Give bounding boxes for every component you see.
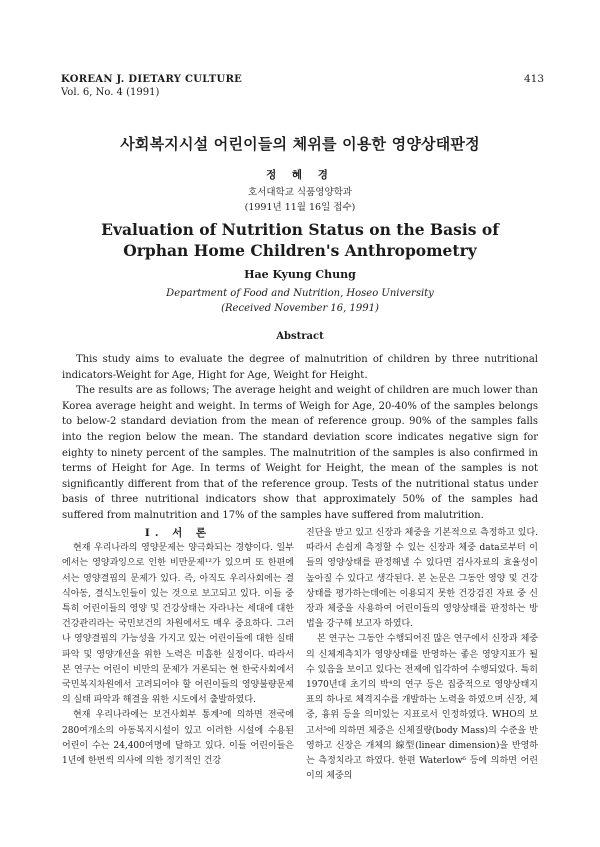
department: Department of Food and Nutrition, Hoseo University — [166, 288, 434, 299]
journal-volume: Vol. 6, No. 4 (1991) — [61, 87, 160, 98]
body-paragraph: 현재 우리나라에는 보건사회부 통계³에 의하면 전국에 280여개소의 아동복지시설이 있고 이러한 시설에 수용된 어린이 수는 24,400여명에 달하고 있다. 이들 어린이들은 1년에 한번씩 의사에 의한 정기적인 건강 — [62, 710, 294, 767]
abstract-paragraph-1: This study aims to evaluate the degree of malnutrition of children by three nutritional indicators-Weight for Age, Hight for Age, Weight for Height. — [62, 354, 538, 381]
journal-header — [61, 73, 242, 99]
english-affiliation — [0, 286, 600, 316]
korean-author: 정 혜 경 — [266, 169, 334, 181]
journal-name: KOREAN J. DIETARY CULTURE — [61, 74, 243, 85]
body-column-right — [306, 526, 538, 784]
abstract-paragraph-2: The results are as follows; The average height and weight of children are much lower than Korea average height and weight. In terms of Weigh for Age, 20-40% of the samples belongs to below-2 standard deviation from the mean of reference group. 90% of the samples falls into the region below the mean. The standard deviation score indicates negative sign for eighty to ninety percent of the samples. The malnutrition of the samples is also confirmed in terms of Height for Age. In terms of Weight for Height, the mean of the samples is not significantly different from that of the reference group. Tests of the nutritional status under basis of three nutritional indicators show that approximately 50% of the samples had suffered from malnutrition and 17% of the samples have suffered from malutrition. — [62, 385, 538, 521]
body-paragraph: 현재 우리나라의 영양문제는 양극화되는 경향이다. 일부에서는 영양과잉으로 인한 비만문제¹²가 있으며 또 한편에서는 영양결핍의 문제가 있다. 즉, 아직도 우리사회에는 결식아동, 결식노인들이 있는 것으로 보고되고 있다. 이들 중 특히 어린이들의 영양 및 건강상태는 자라나는 세대에 대한 건강관리라는 국민보건의 차원에서도 매우 중요하다. 그러나 영양결핍의 가능성을 가지고 있는 어린이들에 대한 실태파악 및 영양개선을 위한 노력은 미흡한 실정이다. 따라서 본 연구는 어린이 비만의 문제가 거론되는 현 한국사회에서 국민복지차원에서 고려되어야 할 어린이들의 영양불량문제의 실태 파악과 해결을 위한 시도에서 출발하였다. — [62, 543, 294, 706]
english-received-date: (Received November 16, 1991) — [221, 303, 379, 314]
section-heading-introduction: I. 서 론 — [144, 527, 212, 539]
korean-title: 사회복지시설 어린이들의 체위를 이용한 영양상태판정 — [120, 135, 480, 153]
abstract-heading: Abstract — [276, 331, 324, 342]
body-paragraph: 진단을 받고 있고 신장과 체중을 기본적으로 측정하고 있다. 따라서 손쉽게 측정할 수 있는 신장과 체중 data로부터 이들의 영양상태를 판정해낼 수 있다면 검사자료의 효율성이 높아질 수 있다고 생각된다. 본 논문은 그동안 영양 및 건강상태를 평가하는데에는 이용되지 못한 건강검진 자료 중 신장과 체중을 사용하여 어린이들의 영양상태를 판정하는 방법을 강구해 보고자 하였다. — [306, 528, 538, 630]
english-title-line-2: Orphan Home Children's Anthropometry — [123, 241, 477, 260]
english-title-line-1: Evaluation of Nutrition Status on the Basis of — [101, 220, 499, 239]
english-title — [0, 219, 600, 261]
page-number: 413 — [523, 73, 544, 85]
body-paragraph: 본 연구는 그동안 수행되어진 많은 연구에서 신장과 체중의 신체계측치가 영양상태를 반영하는 좋은 영양지표가 될 수 있음을 보이고 있다는 전제에 입각하여 수행되었다. 특히 1970년대 초기의 박⁴의 연구 등은 집중적으로 영양상태지표의 하나로 체격지수를 개발하는 노력을 하였으며 신장, 체중, 흉위 등을 의미있는 지표로서 인정하였다. WHO의 보고서⁵에 의하면 체중은 신체질량(body Mass)의 수준을 반영하고 신장은 개체의 線型(linear dimension)을 반영하는 측정치라고 하였다. 한편 Waterlow⁶ 등에 의하면 어린이의 체중의 — [306, 634, 538, 782]
korean-affiliation: 호서대학교 식품영양학과 — [248, 187, 352, 198]
korean-received-date: (1991년 11월 16일 접수) — [244, 202, 356, 213]
body-column-left — [62, 526, 294, 769]
abstract-body — [62, 352, 538, 524]
english-author: Hae Kyung Chung — [244, 268, 356, 281]
